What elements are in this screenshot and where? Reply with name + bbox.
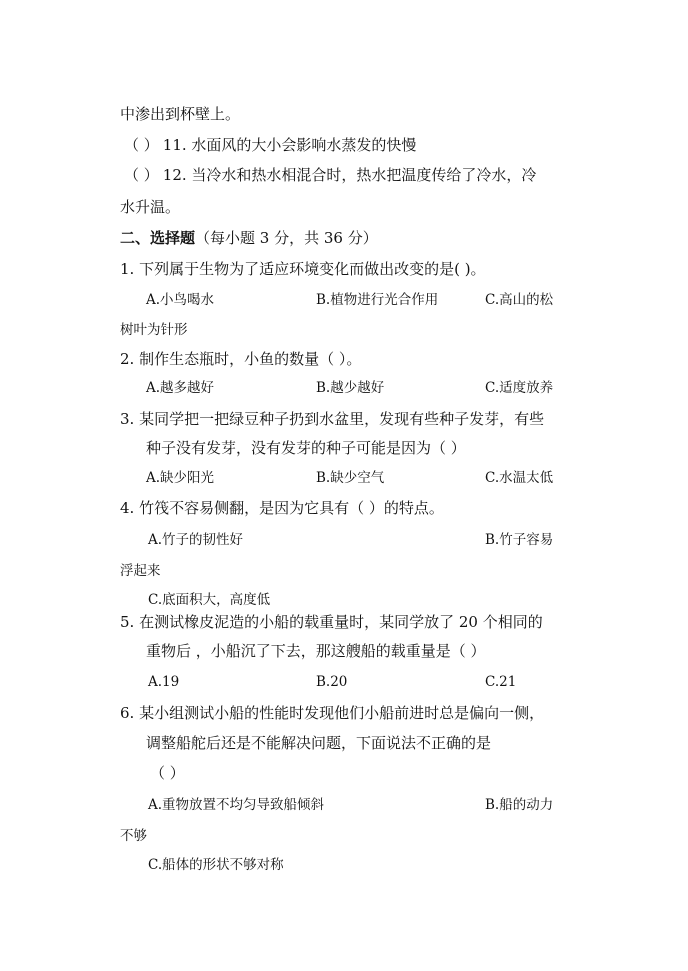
option-b[interactable]: B.缺少空气 bbox=[316, 470, 385, 486]
option-b[interactable]: B.越少越好 bbox=[316, 380, 385, 396]
option-a[interactable]: A.重物放置不均匀导致船倾斜 bbox=[148, 797, 325, 813]
question-6-continuation: 调整船舵后还是不能解决问题，下面说法不正确的是 bbox=[146, 734, 492, 752]
question-4: 4. 竹筏不容易侧翻，是因为它具有（ ）的特点。 bbox=[120, 499, 444, 517]
option-a[interactable]: A.缺少阳光 bbox=[146, 470, 215, 486]
question-3: 3. 某同学把一把绿豆种子扔到水盆里，发现有些种子发芽，有些 bbox=[120, 410, 545, 428]
answer-blank[interactable]: （ ） bbox=[124, 136, 159, 154]
section-heading bbox=[120, 228, 378, 248]
option-b-continuation: 浮起来 bbox=[120, 563, 161, 579]
section-title: 二、选择题 bbox=[120, 229, 196, 247]
option-b[interactable]: B.竹子容易 bbox=[485, 532, 554, 548]
option-a[interactable]: A.越多越好 bbox=[146, 380, 215, 396]
option-c[interactable]: C.21 bbox=[485, 674, 517, 690]
text-line: 中渗出到杯壁上。 bbox=[120, 105, 241, 123]
option-b[interactable]: B.植物进行光合作用 bbox=[316, 292, 439, 308]
answer-blank[interactable]: （ ） bbox=[124, 166, 159, 184]
statement-11 bbox=[124, 135, 416, 155]
question-5: 5. 在测试橡皮泥造的小船的载重量时，某同学放了 20 个相同的 bbox=[120, 613, 543, 631]
statement-text: 11. 水面风的大小会影响水蒸发的快慢 bbox=[162, 136, 417, 154]
option-b[interactable]: B.船的动力 bbox=[485, 797, 554, 813]
question-1: 1. 下列属于生物为了适应环境变化而做出改变的是( )。 bbox=[120, 260, 486, 278]
option-b[interactable]: B.20 bbox=[316, 674, 348, 690]
question-6: 6. 某小组测试小船的性能时发现他们小船前进时总是偏向一侧， bbox=[120, 704, 545, 722]
option-c-continuation: 树叶为针形 bbox=[120, 322, 188, 338]
option-c[interactable]: C.底面积大，高度低 bbox=[148, 592, 271, 608]
text-line: 水升温。 bbox=[120, 198, 181, 216]
statement-text: 12. 当冷水和热水相混合时，热水把温度传给了冷水，冷 bbox=[162, 166, 537, 184]
option-c[interactable]: C.水温太低 bbox=[485, 470, 554, 486]
option-a[interactable]: A.19 bbox=[148, 674, 180, 690]
statement-12 bbox=[124, 165, 536, 185]
option-b-continuation: 不够 bbox=[120, 828, 147, 844]
question-2: 2. 制作生态瓶时，小鱼的数量（ ）。 bbox=[120, 350, 362, 368]
answer-blank[interactable]: （ ） bbox=[150, 764, 185, 782]
question-3-continuation: 种子没有发芽，没有发芽的种子可能是因为（ ） bbox=[146, 439, 466, 457]
option-c[interactable]: C.适度放养 bbox=[485, 380, 554, 396]
option-a[interactable]: A.竹子的韧性好 bbox=[148, 532, 244, 548]
option-c[interactable]: C.船体的形状不够对称 bbox=[148, 857, 284, 873]
option-c[interactable]: C.高山的松 bbox=[485, 292, 554, 308]
question-5-continuation: 重物后 ，小船沉了下去，那这艘船的载重量是（ ） bbox=[146, 642, 486, 660]
option-a[interactable]: A.小鸟喝水 bbox=[146, 292, 215, 308]
section-note: （每小题 3 分，共 36 分） bbox=[195, 229, 378, 247]
